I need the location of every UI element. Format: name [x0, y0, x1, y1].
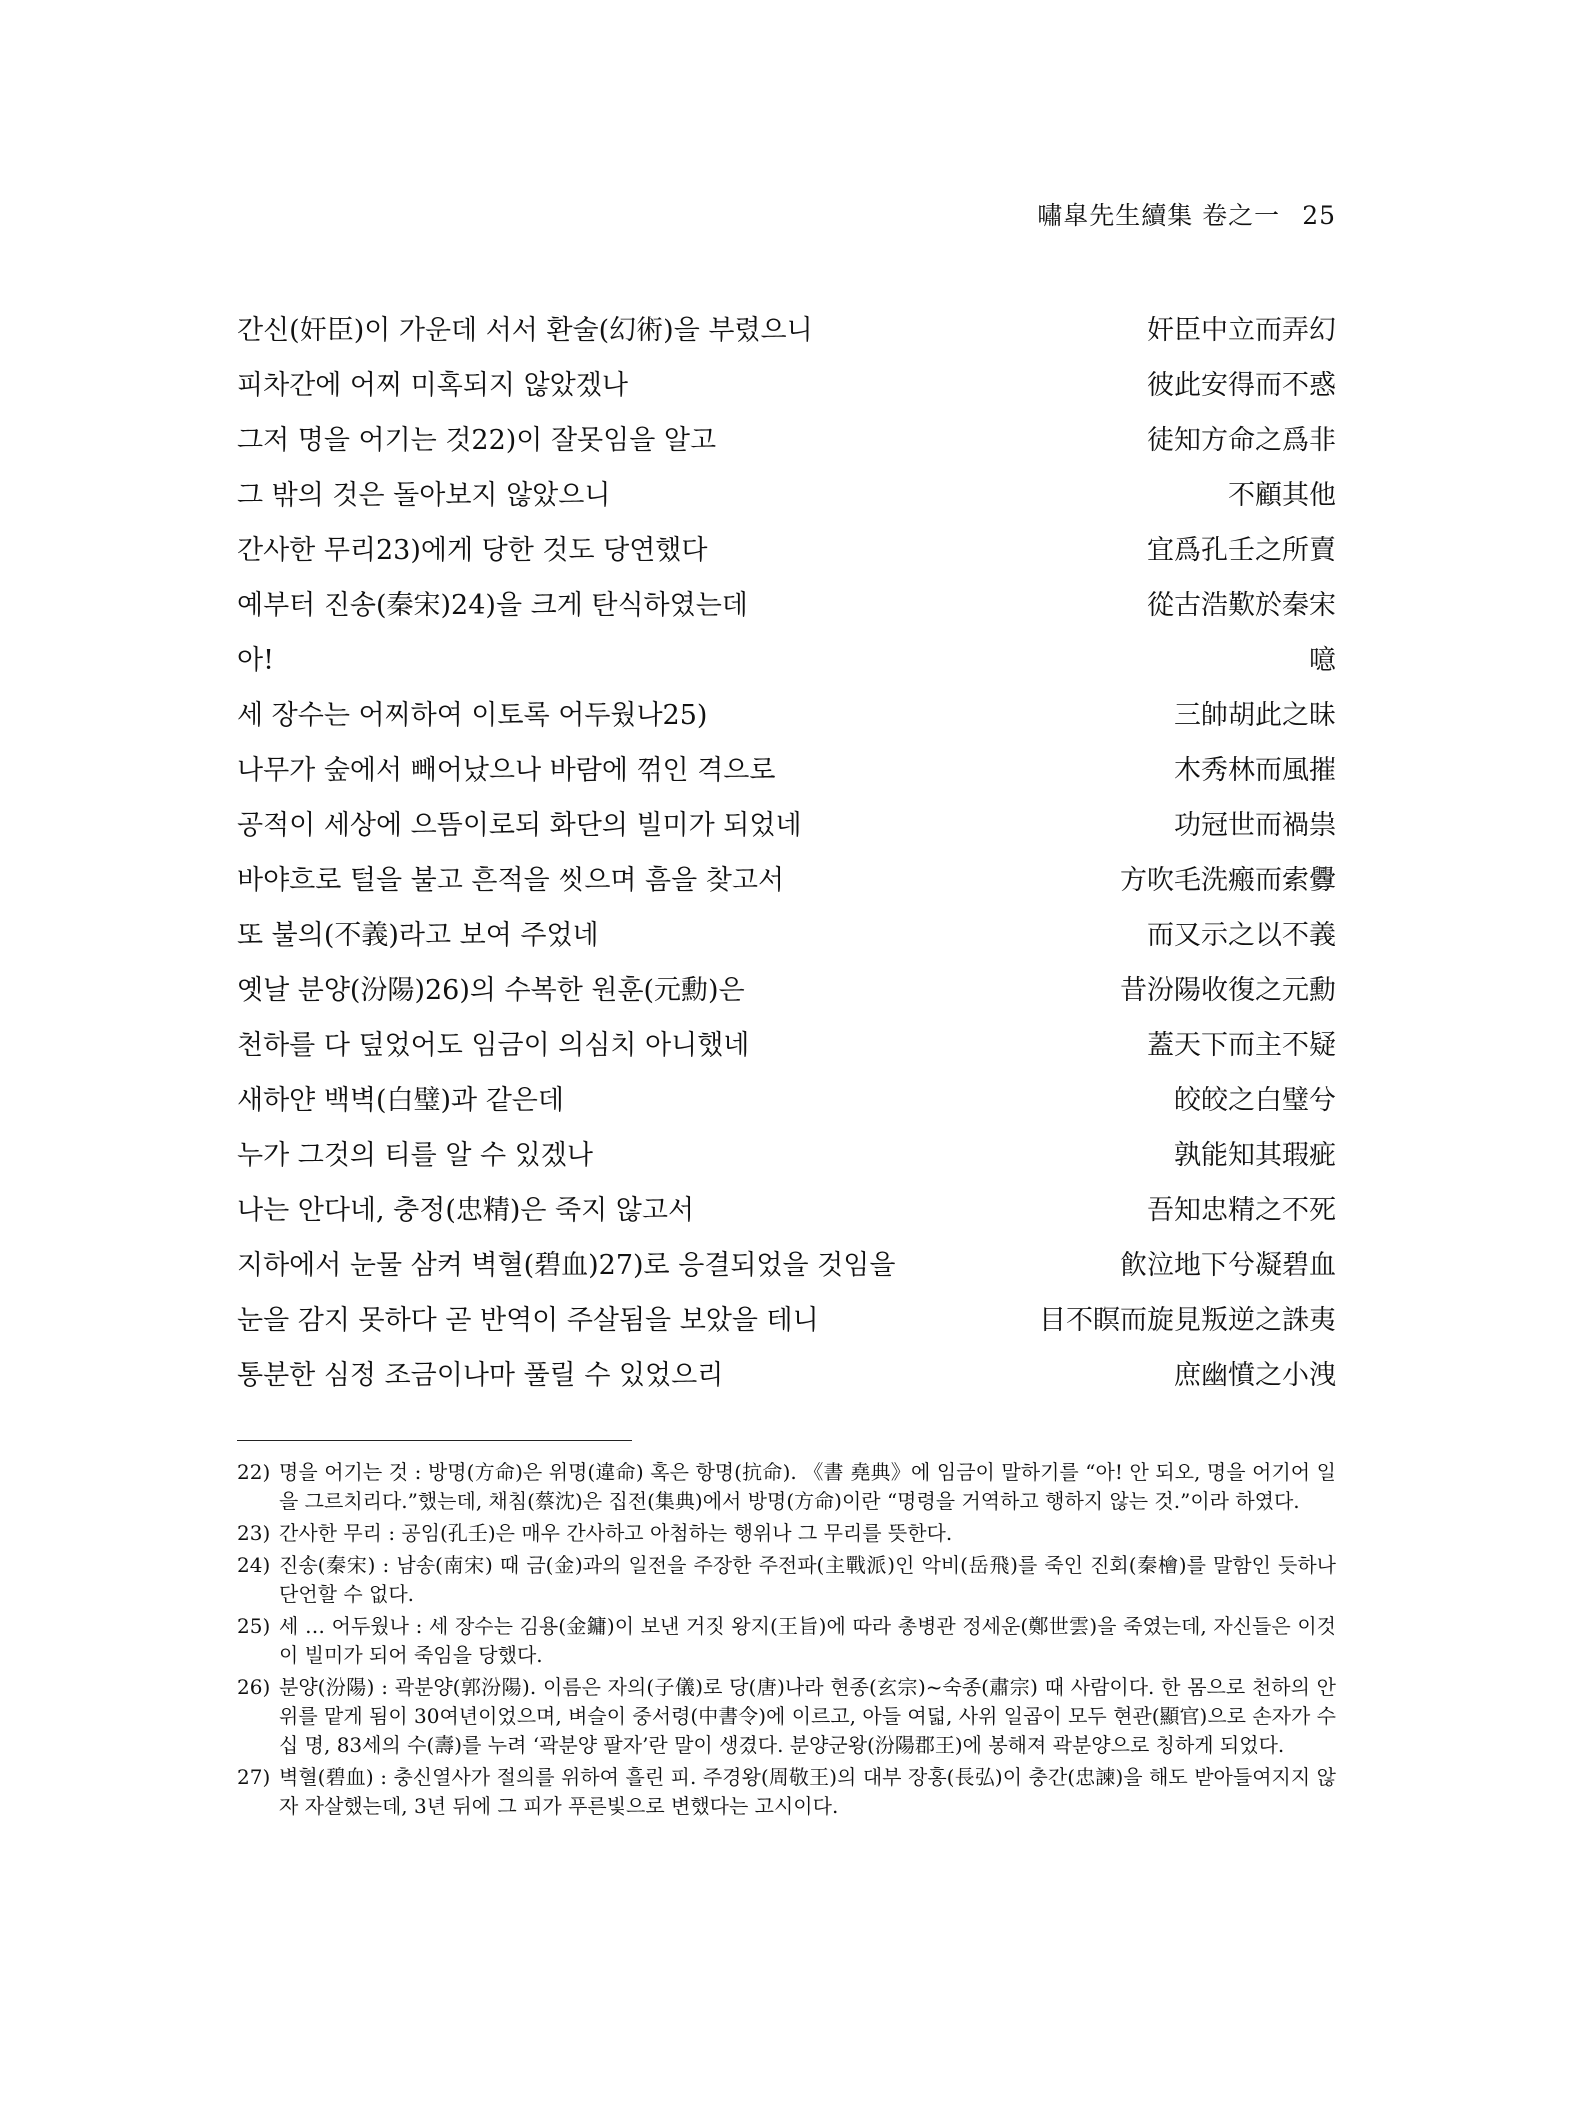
footnote: [237, 1519, 1336, 1548]
poem-line: [237, 1353, 1336, 1408]
poem-line: [237, 913, 1336, 968]
footnote-number: 27): [237, 1765, 271, 1789]
korean-translation: 공적이 세상에 으뜸이로되 화단의 빌미가 되었네: [237, 810, 802, 841]
footnote-number: 25): [237, 1614, 271, 1638]
hanja-original: 吾知忠精之不死: [1147, 1195, 1336, 1226]
poem-line: [237, 363, 1336, 418]
hanja-original: 孰能知其瑕疵: [1174, 1140, 1336, 1171]
running-header: [1037, 196, 1336, 232]
hanja-original: 飮泣地下兮凝碧血: [1120, 1250, 1336, 1281]
poem-line: [237, 638, 1336, 693]
poem-line: [237, 858, 1336, 913]
footnote-number: 23): [237, 1521, 271, 1545]
poem-line: [237, 968, 1336, 1023]
korean-translation: 바야흐로 털을 불고 흔적을 씻으며 흠을 찾고서: [237, 865, 785, 896]
footnote: [237, 1551, 1336, 1609]
poem-line: [237, 748, 1336, 803]
korean-translation: 천하를 다 덮었어도 임금이 의심치 아니했네: [237, 1030, 750, 1061]
hanja-original: 徒知方命之爲非: [1147, 425, 1336, 456]
korean-translation: 그 밖의 것은 돌아보지 않았으니: [237, 480, 611, 511]
hanja-original: 彼此安得而不惑: [1147, 370, 1336, 401]
korean-translation: 예부터 진송(秦宋)24)을 크게 탄식하였는데: [237, 590, 748, 621]
hanja-original: 蓋天下而主不疑: [1147, 1030, 1336, 1061]
hanja-original: 宜爲孔壬之所賣: [1147, 535, 1336, 566]
korean-translation: 누가 그것의 티를 알 수 있겠나: [237, 1140, 593, 1171]
book-title: 嘯皐先生續集 卷之一: [1037, 201, 1281, 230]
footnote-text: 벽혈(碧血) : 충신열사가 절의를 위하여 흘린 피. 주경왕(周敬王)의 대부 장홍(長弘)이 충간(忠諫)을 해도 받아들여지지 않자 자살했는데, 3년 뒤에 그 피가 푸른빛으로 변했다는 고시이다.: [279, 1765, 1336, 1818]
poem-line: [237, 583, 1336, 638]
poem-line: [237, 1188, 1336, 1243]
hanja-original: 昔汾陽收復之元勳: [1120, 975, 1336, 1006]
korean-translation: 나무가 숲에서 빼어났으나 바람에 꺾인 격으로: [237, 755, 776, 786]
hanja-original: 三帥胡此之昧: [1174, 700, 1336, 731]
korean-translation: 그저 명을 어기는 것22)이 잘못임을 알고: [237, 425, 717, 456]
korean-translation: 새하얀 백벽(白璧)과 같은데: [237, 1085, 564, 1116]
korean-translation: 간신(奸臣)이 가운데 서서 환술(幻術)을 부렸으니: [237, 315, 813, 346]
poem-line: [237, 308, 1336, 363]
poem-line: [237, 473, 1336, 528]
poem-line: [237, 1078, 1336, 1133]
footnote-text: 진송(秦宋) : 남송(南宋) 때 금(金)과의 일전을 주장한 주전파(主戰派)인 악비(岳飛)를 죽인 진회(秦檜)를 말함인 듯하나 단언할 수 없다.: [279, 1553, 1336, 1606]
poem-line: [237, 693, 1336, 748]
hanja-original: 目不瞑而旋見叛逆之誅夷: [1039, 1305, 1336, 1336]
hanja-original: 功冠世而禍祟: [1174, 810, 1336, 841]
footnote-number: 22): [237, 1460, 271, 1484]
footnote-number: 26): [237, 1675, 271, 1699]
hanja-original: 而又示之以不義: [1147, 920, 1336, 951]
hanja-original: 噫: [1309, 645, 1336, 676]
hanja-original: 皎皎之白璧兮: [1174, 1085, 1336, 1116]
page-number: 25: [1302, 201, 1336, 230]
footnote-text: 분양(汾陽) : 곽분양(郭汾陽). 이름은 자의(子儀)로 당(唐)나라 현종(玄宗)~숙종(肅宗) 때 사람이다. 한 몸으로 천하의 안위를 맡게 됨이 30여년이었으며, 벼슬이 중서령(中書令)에 이르고, 아들 여덟, 사위 일곱이 모두 현관(顯官)으로 손자가 수십 명, 83세의 수(壽)를 누려 ‘곽분양 팔자’란 말이 생겼다. 분양군왕(汾陽郡王)에 봉해져 곽분양으로 칭하게 되었다.: [279, 1675, 1336, 1757]
korean-translation: 또 불의(不義)라고 보여 주었네: [237, 920, 599, 951]
hanja-original: 不顧其他: [1228, 480, 1336, 511]
korean-translation: 옛날 분양(汾陽)26)의 수복한 원훈(元勳)은: [237, 975, 745, 1006]
poem-line: [237, 1298, 1336, 1353]
poem-line: [237, 418, 1336, 473]
footnote-text: 간사한 무리 : 공임(孔壬)은 매우 간사하고 아첨하는 행위나 그 무리를 뜻한다.: [279, 1521, 953, 1545]
korean-translation: 나는 안다네, 충정(忠精)은 죽지 않고서: [237, 1195, 695, 1226]
korean-translation: 아!: [237, 645, 274, 676]
korean-translation: 통분한 심정 조금이나마 풀릴 수 있었으리: [237, 1360, 724, 1391]
poem-line: [237, 803, 1336, 858]
footnote-number: 24): [237, 1553, 271, 1577]
korean-translation: 눈을 감지 못하다 곧 반역이 주살됨을 보았을 테니: [237, 1305, 819, 1336]
hanja-original: 庶幽憤之小洩: [1174, 1360, 1336, 1391]
korean-translation: 지하에서 눈물 삼켜 벽혈(碧血)27)로 응결되었을 것임을: [237, 1250, 896, 1281]
poem-line: [237, 528, 1336, 583]
footnote: [237, 1458, 1336, 1516]
footnote-divider: [237, 1440, 632, 1441]
footnote: [237, 1673, 1336, 1760]
korean-translation: 세 장수는 어찌하여 이토록 어두웠나25): [237, 700, 708, 731]
footnotes: [237, 1458, 1336, 1824]
footnote: [237, 1763, 1336, 1821]
hanja-original: 從古浩歎於秦宋: [1147, 590, 1336, 621]
poem-body: [237, 308, 1336, 1408]
korean-translation: 간사한 무리23)에게 당한 것도 당연했다: [237, 535, 708, 566]
korean-translation: 피차간에 어찌 미혹되지 않았겠나: [237, 370, 628, 401]
hanja-original: 方吹毛洗瘢而索釁: [1120, 865, 1336, 896]
hanja-original: 木秀林而風摧: [1174, 755, 1336, 786]
poem-line: [237, 1023, 1336, 1078]
footnote: [237, 1612, 1336, 1670]
footnote-text: 세 … 어두웠나 : 세 장수는 김용(金鏞)이 보낸 거짓 왕지(王旨)에 따라 총병관 정세운(鄭世雲)을 죽였는데, 자신들은 이것이 빌미가 되어 죽임을 당했다.: [279, 1614, 1336, 1667]
hanja-original: 奸臣中立而弄幻: [1147, 315, 1336, 346]
footnote-text: 명을 어기는 것 : 방명(方命)은 위명(違命) 혹은 항명(抗命). 《書 堯典》에 임금이 말하기를 “아! 안 되오, 명을 어기어 일을 그르치리다.”했는데, 채침(蔡沈)은 집전(集典)에서 방명(方命)이란 “명령을 거역하고 행하지 않는 것.”이라 하였다.: [279, 1460, 1336, 1513]
poem-line: [237, 1243, 1336, 1298]
poem-line: [237, 1133, 1336, 1188]
